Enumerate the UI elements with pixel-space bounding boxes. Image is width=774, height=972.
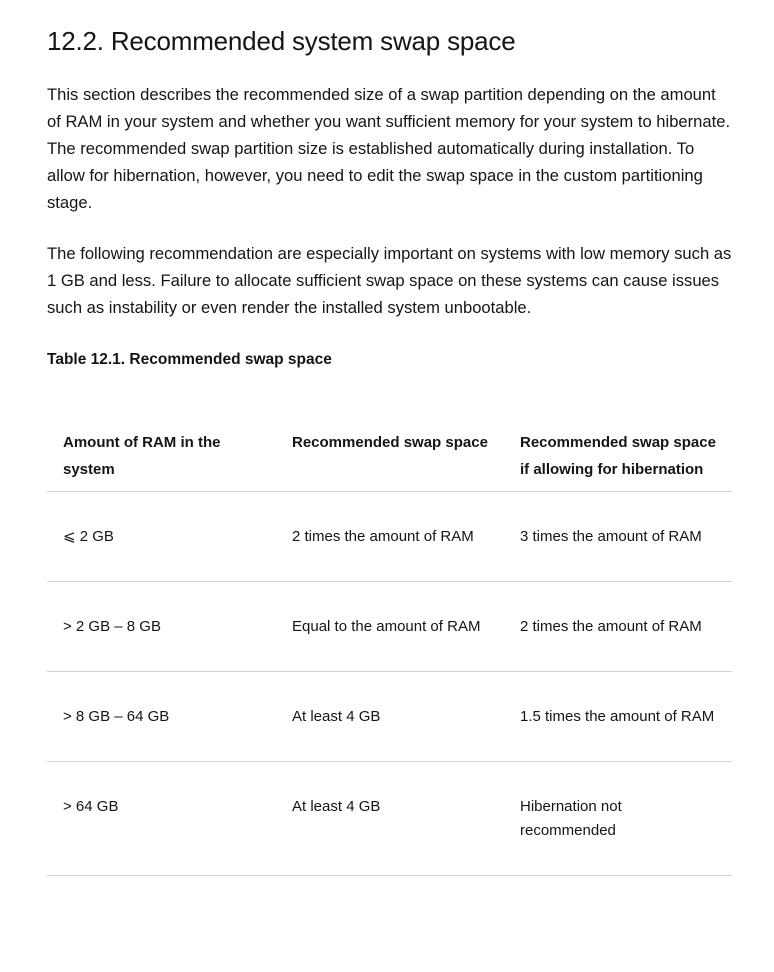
cell-recommended-swap: Equal to the amount of RAM bbox=[276, 582, 504, 672]
table-row bbox=[47, 762, 732, 876]
intro-paragraph: This section describes the recommended size of a swap partition depending on the amount of RAM in your system and whether you want sufficient memory for your system to hibernate. The recommended swap partition size is established automatically during installation. To allow for hibernation, however, you need to edit the swap space in the custom partitioning stage. bbox=[47, 85, 731, 212]
header-recommended-swap: Recommended swap space bbox=[276, 426, 504, 492]
header-ram-amount: Amount of RAM in the system bbox=[47, 426, 276, 492]
cell-ram-amount: ⩽ 2 GB bbox=[47, 492, 276, 582]
cell-swap-hibernation: 1.5 times the amount of RAM bbox=[504, 672, 732, 762]
section-title: 12.2. Recommended system swap space bbox=[47, 26, 516, 56]
table-caption: Table 12.1. Recommended swap space bbox=[47, 351, 332, 368]
cell-recommended-swap: At least 4 GB bbox=[276, 762, 504, 876]
cell-ram-amount: > 64 GB bbox=[47, 762, 276, 876]
cell-swap-hibernation: 2 times the amount of RAM bbox=[504, 582, 732, 672]
table-row bbox=[47, 672, 732, 762]
cell-recommended-swap: 2 times the amount of RAM bbox=[276, 492, 504, 582]
table-row bbox=[47, 582, 732, 672]
cell-recommended-swap: At least 4 GB bbox=[276, 672, 504, 762]
swap-space-table bbox=[47, 426, 732, 876]
recommendation-paragraph: The following recommendation are especially important on systems with low memory such as 1 GB and less. Failure to allocate sufficient swap space on these systems can cause issues such as instability or even render the installed system unbootable. bbox=[47, 244, 732, 317]
cell-ram-amount: > 8 GB – 64 GB bbox=[47, 672, 276, 762]
table-row bbox=[47, 492, 732, 582]
cell-swap-hibernation: 3 times the amount of RAM bbox=[504, 492, 732, 582]
table-header-row bbox=[47, 426, 732, 492]
cell-swap-hibernation: Hibernation not recommended bbox=[504, 762, 732, 876]
header-swap-hibernation: Recommended swap space if allowing for hibernation bbox=[504, 426, 732, 492]
cell-ram-amount: > 2 GB – 8 GB bbox=[47, 582, 276, 672]
